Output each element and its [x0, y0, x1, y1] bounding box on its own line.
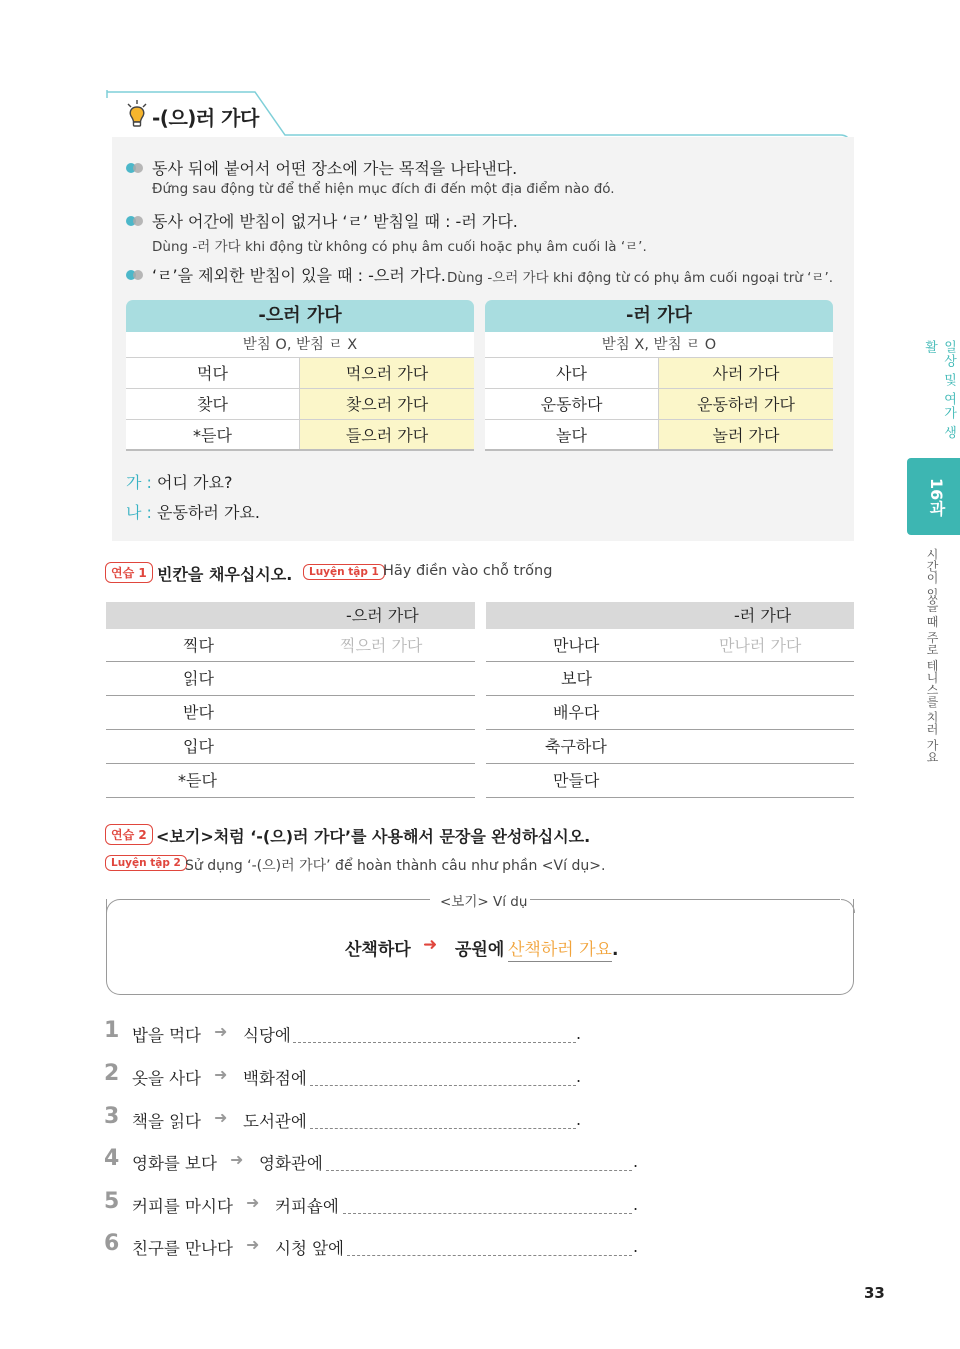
verb-cell: 만들다 [553, 771, 600, 790]
lightbulb-icon [125, 100, 149, 128]
verb-cell: 운동하다 [485, 389, 659, 419]
dialogue-line: 나 : 운동하러 가요. [126, 503, 260, 522]
grammar-title: -(으)러 가다 [152, 106, 259, 130]
verb-cell: 받다 [183, 703, 214, 722]
verb-cell: 보다 [561, 669, 592, 688]
rule-2-vi: Dùng -러 가다 khi động từ không có phụ âm cuối hoặc phụ âm cuối là ‘ㄹ’. [152, 239, 647, 255]
practice-1-table-right [486, 602, 854, 798]
practice-1-badge: 연습 1 [105, 562, 153, 583]
practice-1-header [105, 562, 553, 584]
practice-table-header: -으러 가다 [106, 602, 475, 629]
grammar-table-header: -으러 가다 [126, 300, 474, 332]
form-cell: 먹으러 가다 [300, 358, 474, 388]
arrow-right-icon: ➜ [214, 1065, 228, 1084]
arrow-right-icon: ➜ [214, 1108, 228, 1127]
grammar-table-header: -러 가다 [485, 300, 833, 332]
practice-2-badge: 연습 2 [105, 824, 153, 845]
arrow-right-icon: ➜ [246, 1235, 260, 1254]
exercise-item-6: 6 친구를 만나다 ➜ 시청 앞에 . [104, 1231, 639, 1258]
arrow-right-icon: ➜ [246, 1193, 260, 1212]
table-row[interactable] [486, 696, 854, 730]
arrow-right-icon: ➜ [230, 1150, 244, 1169]
table-row [126, 389, 474, 420]
verb-cell: 찾다 [126, 389, 300, 419]
table-row [106, 629, 475, 662]
rule-3-vi: Dùng -으러 가다 khi động từ có phụ âm cuối ngoại trừ ‘ㄹ’. [447, 270, 834, 286]
example-label: <보기> Ví dụ [440, 894, 528, 910]
verb-cell: 배우다 [553, 703, 600, 722]
verb-cell: 놀다 [485, 420, 659, 449]
form-cell: 들으러 가다 [300, 420, 474, 449]
verb-cell: *듣다 [178, 771, 217, 790]
bullet-dots-icon [126, 269, 146, 281]
side-lesson-title: 시간이 있을 때 주로 테니스를 치러 가요 [925, 548, 939, 763]
form-cell: 사러 가다 [659, 358, 833, 388]
answer-blank[interactable] [347, 1255, 632, 1256]
answer-blank[interactable] [293, 1042, 576, 1043]
verb-cell: 축구하다 [545, 737, 607, 756]
answer-blank[interactable] [326, 1170, 632, 1171]
arrow-right-icon: ➜ [423, 935, 438, 955]
example-given: 산책하다 [345, 940, 411, 960]
table-row[interactable] [106, 696, 475, 730]
practice-2-instruction: <보기>처럼 ‘-(으)러 가다’를 사용해서 문장을 완성하십시오. [156, 827, 591, 846]
exercise-item-2: 2 옷을 사다 ➜ 백화점에 . [104, 1061, 582, 1088]
exercise-item-5: 5 커피를 마시다 ➜ 커피숍에 . [104, 1189, 639, 1216]
practice-table-header: -러 가다 [486, 602, 854, 629]
verb-cell: 사다 [485, 358, 659, 388]
example-answer: 산책하러 가요. [508, 940, 619, 960]
exercise-item-1: 1 밥을 먹다 ➜ 식당에 . [104, 1018, 582, 1045]
divider [530, 899, 840, 900]
practice-2-badge-vi: Luyện tập 2 [105, 855, 187, 871]
page-number: 33 [864, 1284, 885, 1302]
table-row[interactable] [486, 764, 854, 798]
verb-cell: 입다 [183, 737, 214, 756]
practice-1-instruction: 빈칸을 채우십시오. [157, 565, 293, 584]
practice-1-instruction-vi: Hãy điền vào chỗ trống [383, 563, 553, 579]
side-chapter-label: 일상 및 여가 생활 [922, 340, 956, 440]
answer-blank[interactable] [310, 1128, 576, 1129]
answer-blank[interactable] [310, 1085, 576, 1086]
arrow-right-icon: ➜ [214, 1022, 228, 1041]
example-answer: 만나러 가다 [719, 636, 802, 655]
table-row[interactable] [106, 662, 475, 696]
answer-blank[interactable] [343, 1213, 632, 1214]
grammar-table-condition: 받침 X, 받침 ㄹ O [485, 332, 833, 358]
verb-cell: 찍다 [183, 636, 214, 655]
practice-2-header [105, 824, 606, 874]
table-row[interactable] [106, 764, 475, 798]
verb-cell: 만나다 [553, 636, 600, 655]
verb-cell: *듣다 [126, 420, 300, 449]
table-row [486, 629, 854, 662]
practice-2-instruction-vi: Sử dụng ‘-(으)러 가다’ để hoàn thành câu như phần <Ví dụ>. [185, 858, 606, 874]
table-row [126, 420, 474, 451]
exercise-item-3: 3 책을 읽다 ➜ 도서관에 . [104, 1104, 582, 1131]
exercise-item-4: 4 영화를 보다 ➜ 영화관에 . [104, 1146, 639, 1173]
practice-1-table-left [106, 602, 475, 798]
table-row [485, 420, 833, 451]
table-row[interactable] [106, 730, 475, 764]
grammar-table-condition: 받침 O, 받침 ㄹ X [126, 332, 474, 358]
divider [120, 899, 430, 900]
dialogue-line: 가 : 어디 가요? [126, 473, 233, 492]
form-cell: 놀러 가다 [659, 420, 833, 449]
table-row[interactable] [486, 730, 854, 764]
rule-1-vi: Đứng sau động từ để thể hiện mục đích đi đến một địa điểm nào đó. [152, 181, 615, 197]
grammar-table-reo [485, 300, 833, 451]
rule-3-ko: ‘ㄹ’을 제외한 받침이 있을 때 : -으러 가다. [152, 266, 446, 285]
rule-2-ko: 동사 어간에 받침이 없거나 ‘ㄹ’ 받침일 때 : -러 가다. [152, 212, 518, 231]
form-cell: 찾으러 가다 [300, 389, 474, 419]
form-cell: 운동하러 가다 [659, 389, 833, 419]
example-place: 공원에 [455, 940, 505, 960]
side-lesson-tab[interactable]: 16과 [907, 458, 960, 535]
table-row[interactable] [486, 662, 854, 696]
verb-cell: 읽다 [183, 669, 214, 688]
verb-cell: 먹다 [126, 358, 300, 388]
grammar-table-euro [126, 300, 474, 451]
bullet-dots-icon [126, 162, 146, 174]
rule-1-ko: 동사 뒤에 붙어서 어떤 장소에 가는 목적을 나타낸다. [152, 159, 518, 178]
bullet-dots-icon [126, 215, 146, 227]
table-row [485, 389, 833, 420]
example-answer: 찍으러 가다 [340, 636, 423, 655]
practice-1-badge-vi: Luyện tập 1 [303, 564, 385, 580]
table-row [126, 358, 474, 389]
table-row [485, 358, 833, 389]
